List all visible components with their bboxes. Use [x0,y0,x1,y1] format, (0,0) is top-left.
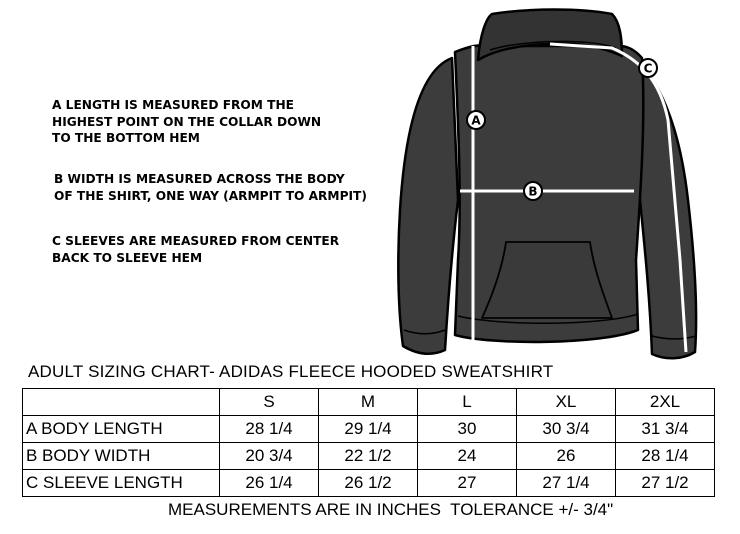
size-table [22,388,715,497]
table-row [23,470,715,497]
table-cell: 28 1/4 [220,416,319,443]
table-cell: 27 [418,470,517,497]
marker-c [639,59,657,77]
hoodie-diagram [388,0,740,362]
table-cell: 24 [418,443,517,470]
marker-c-label: C [643,61,653,76]
table-cell: 26 1/2 [319,470,418,497]
table-row [23,443,715,470]
table-cell: 27 1/2 [616,470,715,497]
marker-b-label: B [528,184,538,199]
row-label-sleeve-length: C SLEEVE LENGTH [23,470,220,497]
row-label-body-length: A BODY LENGTH [23,416,220,443]
note-sleeve: C SLEEVES ARE MEASURED FROM CENTER BACK TO SLEEVE HEM [52,234,340,265]
note-length: A LENGTH IS MEASURED FROM THE HIGHEST POINT ON THE COLLAR DOWN TO THE BOTTOM HEM [52,98,322,145]
marker-a [467,111,485,129]
header-size-s: S [220,389,319,416]
table-cell: 22 1/2 [319,443,418,470]
chart-title: ADULT SIZING CHART- ADIDAS FLEECE HOODED SWEATSHIRT [28,362,554,381]
marker-b [524,182,542,200]
note-width: B WIDTH IS MEASURED ACROSS THE BODY OF THE SHIRT, ONE WAY (ARMPIT TO ARMPIT) [54,172,367,203]
table-cell: 26 [517,443,616,470]
table-cell: 26 1/4 [220,470,319,497]
header-size-xl: XL [517,389,616,416]
marker-a-label: A [471,113,481,128]
header-size-m: M [319,389,418,416]
table-cell: 31 3/4 [616,416,715,443]
row-label-body-width: B BODY WIDTH [23,443,220,470]
table-cell: 30 [418,416,517,443]
table-row [23,416,715,443]
table-cell: 29 1/4 [319,416,418,443]
measurement-footnote: MEASUREMENTS ARE IN INCHES TOLERANCE +/- 3/4" [168,500,614,519]
header-size-2xl: 2XL [616,389,715,416]
table-header-row [23,389,715,416]
table-cell: 27 1/4 [517,470,616,497]
table-cell: 20 3/4 [220,443,319,470]
header-size-l: L [418,389,517,416]
table-cell: 28 1/4 [616,443,715,470]
table-cell: 30 3/4 [517,416,616,443]
header-empty-cell [23,389,220,416]
